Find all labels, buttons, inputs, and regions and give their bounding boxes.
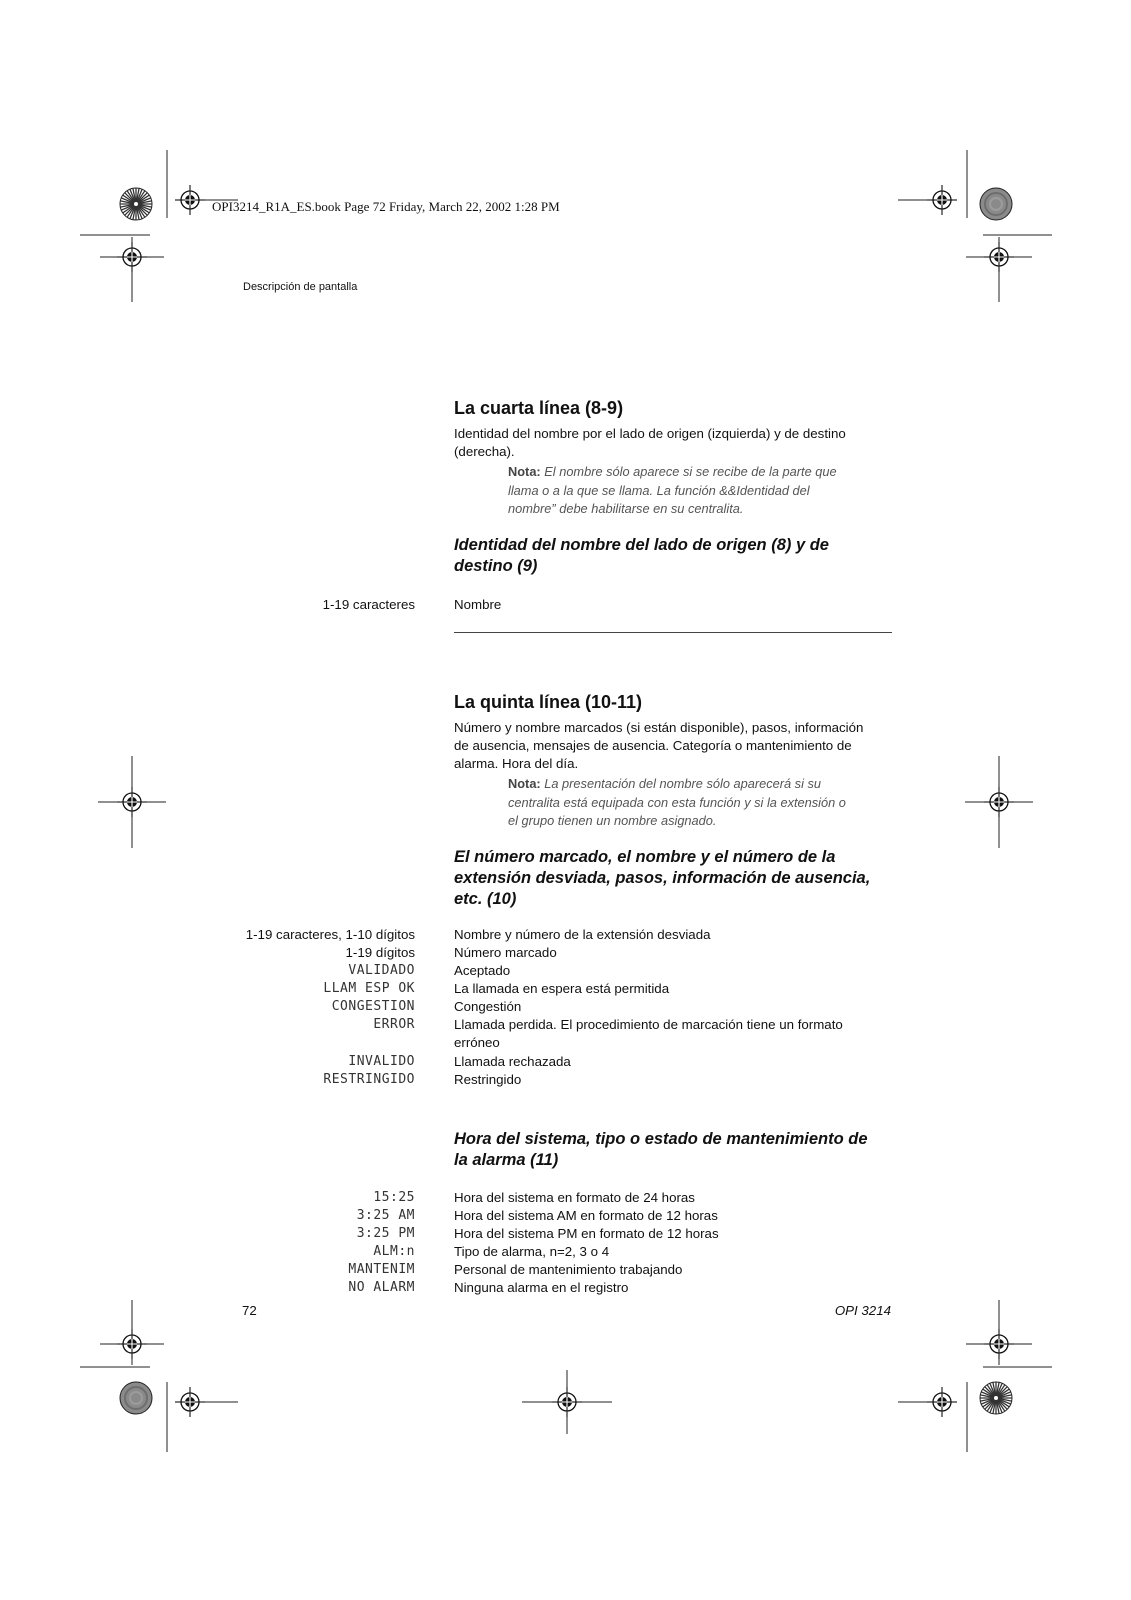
table-row [230, 1016, 910, 1052]
section2-paragraph-line2: de ausencia, mensajes de ausencia. Categoría o mantenimiento de [454, 738, 852, 753]
table-row [230, 1071, 910, 1089]
section2-paragraph-line3: alarma. Hora del día. [454, 756, 579, 771]
note-line3: nombre” debe habilitarse en su centralita. [508, 501, 744, 516]
subheading-line2: extensión desviada, pasos, información de ausencia, [454, 869, 871, 887]
note-line1: La presentación del nombre sólo aparecerá si su [544, 776, 821, 791]
section1-paragraph [454, 425, 896, 461]
table-row [230, 1243, 910, 1261]
section-divider [454, 632, 892, 633]
section1-note [508, 463, 900, 519]
table-row [230, 998, 910, 1016]
row-description: Restringido [454, 1072, 522, 1087]
table-row [230, 1207, 910, 1225]
running-head: Descripción de pantalla [243, 281, 358, 293]
section2-paragraph [454, 719, 896, 773]
row-label: 1-19 caracteres, 1-10 dígitos [245, 927, 415, 942]
row-description: Hora del sistema PM en formato de 12 horas [454, 1226, 719, 1241]
page-number: 72 [242, 1303, 257, 1318]
subheading-numero-marcado [454, 847, 894, 910]
row-description: Hora del sistema AM en formato de 12 horas [454, 1208, 718, 1223]
subheading-line1: El número marcado, el nombre y el número de la [454, 848, 836, 866]
row-description: Personal de mantenimiento trabajando [454, 1262, 683, 1277]
row-description: Aceptado [454, 963, 511, 978]
section2-paragraph-line1: Número y nombre marcados (si están disponible), pasos, información [454, 720, 864, 735]
note-line1: El nombre sólo aparece si se recibe de la parte que [544, 464, 837, 479]
row-description: Nombre [454, 597, 502, 612]
display-code: ERROR [373, 1017, 415, 1032]
display-code: INVALIDO [348, 1054, 415, 1069]
note-line2: centralita está equipada con esta función y si la extensión o [508, 794, 846, 810]
table-row [230, 962, 910, 980]
note-line2: llama o a la que se llama. La función &&Identidad del [508, 482, 810, 498]
subheading-line3: etc. (10) [454, 890, 517, 908]
row-description-line1: Llamada perdida. El procedimiento de marcación tiene un formato [454, 1017, 843, 1032]
table-row [230, 1261, 910, 1279]
section1-paragraph-line1: Identidad del nombre por el lado de origen (izquierda) y de destino [454, 426, 846, 441]
row-description: Congestión [454, 999, 522, 1014]
subheading-identidad-nombre [454, 535, 894, 577]
subheading-line2: destino (9) [454, 557, 538, 575]
row-description [454, 1016, 894, 1052]
table-row [230, 1189, 910, 1207]
subheading-line2: la alarma (11) [454, 1151, 559, 1169]
subheading-line1: Identidad del nombre del lado de origen (8) y de [454, 536, 829, 554]
display-code: RESTRINGIDO [323, 1072, 415, 1087]
row-description: La llamada en espera está permitida [454, 981, 670, 996]
subheading-hora-sistema [454, 1129, 894, 1171]
note-label: Nota: [508, 464, 541, 479]
table-row [230, 596, 910, 614]
section-heading-quinta-linea: La quinta línea (10-11) [454, 692, 643, 712]
display-code: LLAM ESP OK [323, 981, 415, 996]
section2-note [508, 775, 900, 831]
table-row [230, 980, 910, 998]
subheading-line1: Hora del sistema, tipo o estado de mantenimiento de [454, 1130, 868, 1148]
table-row [230, 926, 910, 944]
row-description: Llamada rechazada [454, 1054, 571, 1069]
print-header: OPI3214_R1A_ES.book Page 72 Friday, March 22, 2002 1:28 PM [212, 199, 560, 214]
table-row [230, 1279, 910, 1297]
footer-product-name: OPI 3214 [834, 1303, 891, 1318]
table-row [230, 1225, 910, 1243]
row-description: Ninguna alarma en el registro [454, 1280, 629, 1295]
table-row [230, 944, 910, 962]
display-code: 3:25 AM [356, 1208, 415, 1223]
row-description: Nombre y número de la extensión desviada [454, 927, 711, 942]
display-code: NO ALARM [348, 1280, 415, 1295]
display-code: ALM:n [373, 1244, 415, 1259]
section1-paragraph-line2: (derecha). [454, 444, 515, 459]
section-heading-cuarta-linea: La cuarta línea (8-9) [454, 398, 624, 418]
row-label: 1-19 dígitos [345, 945, 415, 960]
display-code: 3:25 PM [356, 1226, 415, 1241]
display-code: 15:25 [373, 1190, 415, 1205]
display-code: VALIDADO [348, 963, 415, 978]
display-code: CONGESTION [331, 999, 415, 1014]
row-label: 1-19 caracteres [322, 597, 415, 612]
note-line3: el grupo tienen un nombre asignado. [508, 813, 717, 828]
row-description-line2: erróneo [454, 1035, 500, 1050]
note-label: Nota: [508, 776, 541, 791]
row-description: Hora del sistema en formato de 24 horas [454, 1190, 695, 1205]
display-code: MANTENIM [348, 1262, 415, 1277]
row-description: Número marcado [454, 945, 557, 960]
row-description: Tipo de alarma, n=2, 3 o 4 [454, 1244, 610, 1259]
table-row [230, 1053, 910, 1071]
